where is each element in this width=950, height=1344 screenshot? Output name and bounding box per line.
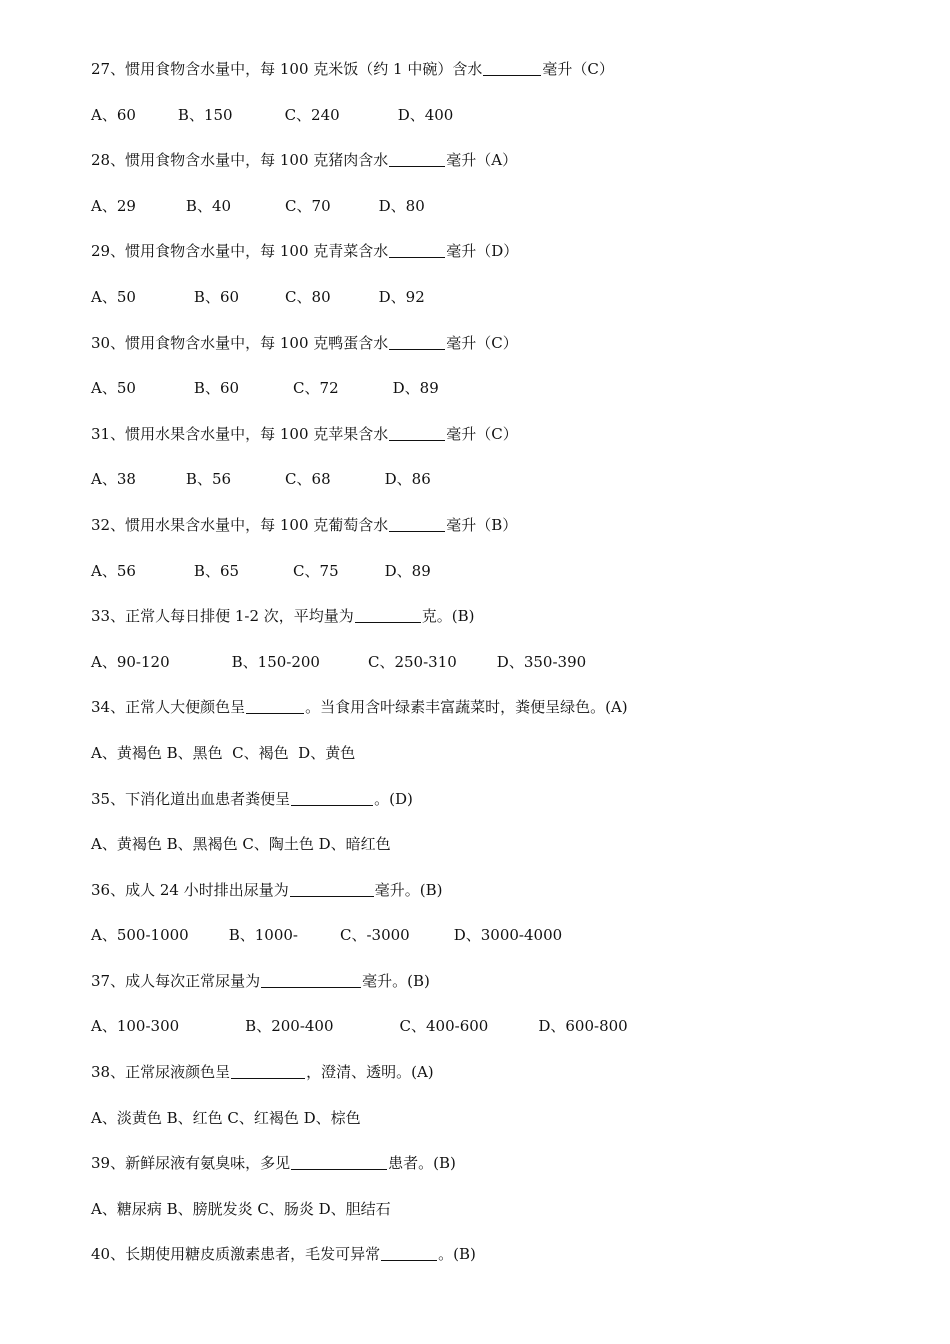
question-item xyxy=(91,149,911,240)
question-item xyxy=(91,1152,911,1243)
answer-option: A、90-120 xyxy=(91,652,170,671)
question-stem xyxy=(91,514,911,560)
answer-option: C、-3000 xyxy=(339,926,410,945)
question-item xyxy=(91,240,911,331)
question-text: 38、正常尿液颜色呈 xyxy=(91,1063,231,1082)
answer-option: A、38 xyxy=(91,470,136,489)
question-list xyxy=(91,58,911,1289)
question-text: 32、惯用水果含水量中，每 100 克葡萄含水 xyxy=(91,515,389,534)
answer-blank xyxy=(389,150,445,167)
answer-option: A、56 xyxy=(91,561,136,580)
question-item xyxy=(91,788,911,879)
question-text: 31、惯用水果含水量中，每 100 克苹果含水 xyxy=(91,424,389,443)
answer-option: B、56 xyxy=(185,470,232,489)
question-text: 36、成人 24 小时排出尿量为 xyxy=(91,880,289,899)
question-text: 29、惯用食物含水量中，每 100 克青菜含水 xyxy=(91,242,389,261)
options-row xyxy=(91,1107,911,1153)
options-row xyxy=(91,924,911,970)
answer-blank xyxy=(389,333,445,350)
question-stem xyxy=(91,970,911,1016)
question-suffix: 毫升（B） xyxy=(446,515,518,534)
question-text: 33、正常人每日排便 1-2 次，平均量为 xyxy=(91,607,354,626)
answer-blank xyxy=(389,424,445,441)
question-item xyxy=(91,514,911,605)
answer-option: A、50 xyxy=(91,287,136,306)
answer-option: C、250-310 xyxy=(367,652,457,671)
answer-blank xyxy=(261,971,361,988)
answer-option: A、60 xyxy=(91,105,136,124)
question-suffix: 毫升（A） xyxy=(446,151,518,170)
answer-blank xyxy=(389,515,445,532)
answer-option: B、200-400 xyxy=(245,1017,334,1036)
question-item xyxy=(91,58,911,149)
options-row xyxy=(91,742,911,788)
question-suffix: 克。(B) xyxy=(421,607,475,626)
question-text: 27、惯用食物含水量中，每 100 克米饭（约 1 中碗）含水 xyxy=(91,60,483,78)
options-row xyxy=(91,833,911,879)
answer-blank xyxy=(291,789,373,806)
answer-blank xyxy=(381,1244,437,1261)
question-suffix: ，澄清、透明。(A) xyxy=(306,1063,434,1082)
question-text: 34、正常人大便颜色呈 xyxy=(91,698,246,717)
question-suffix: 毫升。(B) xyxy=(374,880,443,899)
options-row xyxy=(91,286,911,332)
question-stem xyxy=(91,1061,911,1107)
question-stem xyxy=(91,149,911,195)
question-suffix: 。(D) xyxy=(374,789,413,808)
options-row xyxy=(91,377,911,423)
answer-option: C、72 xyxy=(293,379,339,398)
answer-option: C、240 xyxy=(284,105,340,124)
answer-option: C、75 xyxy=(293,561,339,580)
answer-option: C、68 xyxy=(285,470,331,489)
question-item xyxy=(91,1243,911,1289)
answer-blank xyxy=(483,59,541,76)
answer-option: B、150-200 xyxy=(231,652,320,671)
answer-option: C、400-600 xyxy=(399,1017,489,1036)
answer-option: D、600-800 xyxy=(538,1017,628,1036)
question-stem xyxy=(91,879,911,925)
question-text: 39、新鲜尿液有氨臭味，多见 xyxy=(91,1154,291,1173)
answer-option: D、89 xyxy=(392,379,439,398)
options-row xyxy=(91,104,911,150)
answer-option: B、150 xyxy=(177,105,233,124)
answer-blank xyxy=(355,606,421,623)
answer-blank xyxy=(291,1153,387,1170)
question-suffix: 毫升（C） xyxy=(446,333,518,352)
answer-blank xyxy=(389,241,445,258)
question-suffix: 毫升（D） xyxy=(446,242,519,261)
question-stem xyxy=(91,423,911,469)
question-item xyxy=(91,696,911,787)
answer-option: D、400 xyxy=(397,105,454,124)
answer-option: D、80 xyxy=(378,196,425,215)
question-text: 40、长期使用糖皮质激素患者，毛发可异常 xyxy=(91,1245,381,1264)
answer-option: A、100-300 xyxy=(91,1017,180,1036)
options-row xyxy=(91,195,911,241)
question-item xyxy=(91,970,911,1061)
question-suffix: 毫升（C） xyxy=(542,60,614,78)
options-row xyxy=(91,651,911,697)
question-item xyxy=(91,605,911,696)
answer-option: A、糖尿病 B、膀胱发炎 C、肠炎 D、胆结石 xyxy=(91,1199,391,1218)
answer-option: A、黄褐色 B、黑褐色 C、陶土色 D、暗红色 xyxy=(91,835,391,854)
answer-option: A、29 xyxy=(91,196,136,215)
answer-blank xyxy=(231,1062,305,1079)
answer-option: A、淡黄色 B、红色 C、红褐色 D、棕色 xyxy=(91,1108,361,1127)
question-suffix: 。当食用含叶绿素丰富蔬菜时，粪便呈绿色。(A) xyxy=(305,698,628,717)
answer-option: A、500-1000 xyxy=(91,926,189,945)
question-stem xyxy=(91,332,911,378)
answer-option: D、3000-4000 xyxy=(453,926,563,945)
answer-option: D、92 xyxy=(378,287,425,306)
answer-option: A、50 xyxy=(91,379,136,398)
question-suffix: 。(B) xyxy=(438,1245,476,1264)
question-suffix: 毫升（C） xyxy=(446,424,518,443)
options-row xyxy=(91,1198,911,1244)
answer-option: D、89 xyxy=(384,561,431,580)
options-row xyxy=(91,560,911,606)
options-row xyxy=(91,1015,911,1061)
answer-option: B、40 xyxy=(185,196,232,215)
answer-option: B、60 xyxy=(193,287,240,306)
question-item xyxy=(91,879,911,970)
question-item xyxy=(91,1061,911,1152)
question-suffix: 患者。(B) xyxy=(388,1154,456,1173)
question-item xyxy=(91,332,911,423)
answer-option: D、350-390 xyxy=(496,652,587,671)
answer-option: B、65 xyxy=(193,561,240,580)
question-stem xyxy=(91,696,911,742)
question-stem xyxy=(91,605,911,651)
answer-option: C、80 xyxy=(285,287,331,306)
answer-option: D、86 xyxy=(384,470,431,489)
question-text: 30、惯用食物含水量中，每 100 克鸭蛋含水 xyxy=(91,333,389,352)
question-stem xyxy=(91,58,911,104)
answer-blank xyxy=(246,697,304,714)
answer-option: C、70 xyxy=(285,196,331,215)
answer-option: B、1000- xyxy=(228,926,298,945)
options-row xyxy=(91,468,911,514)
question-text: 35、下消化道出血患者粪便呈 xyxy=(91,789,291,808)
question-item xyxy=(91,423,911,514)
question-stem xyxy=(91,1152,911,1198)
answer-option: B、60 xyxy=(193,379,240,398)
question-stem xyxy=(91,1243,911,1289)
question-stem xyxy=(91,788,911,834)
answer-blank xyxy=(290,880,374,897)
question-stem xyxy=(91,240,911,286)
question-suffix: 毫升。(B) xyxy=(362,971,430,990)
question-text: 28、惯用食物含水量中，每 100 克猪肉含水 xyxy=(91,151,389,170)
question-text: 37、成人每次正常尿量为 xyxy=(91,971,261,990)
answer-option: A、黄褐色 B、黑色 C、褐色 D、黄色 xyxy=(91,743,356,762)
